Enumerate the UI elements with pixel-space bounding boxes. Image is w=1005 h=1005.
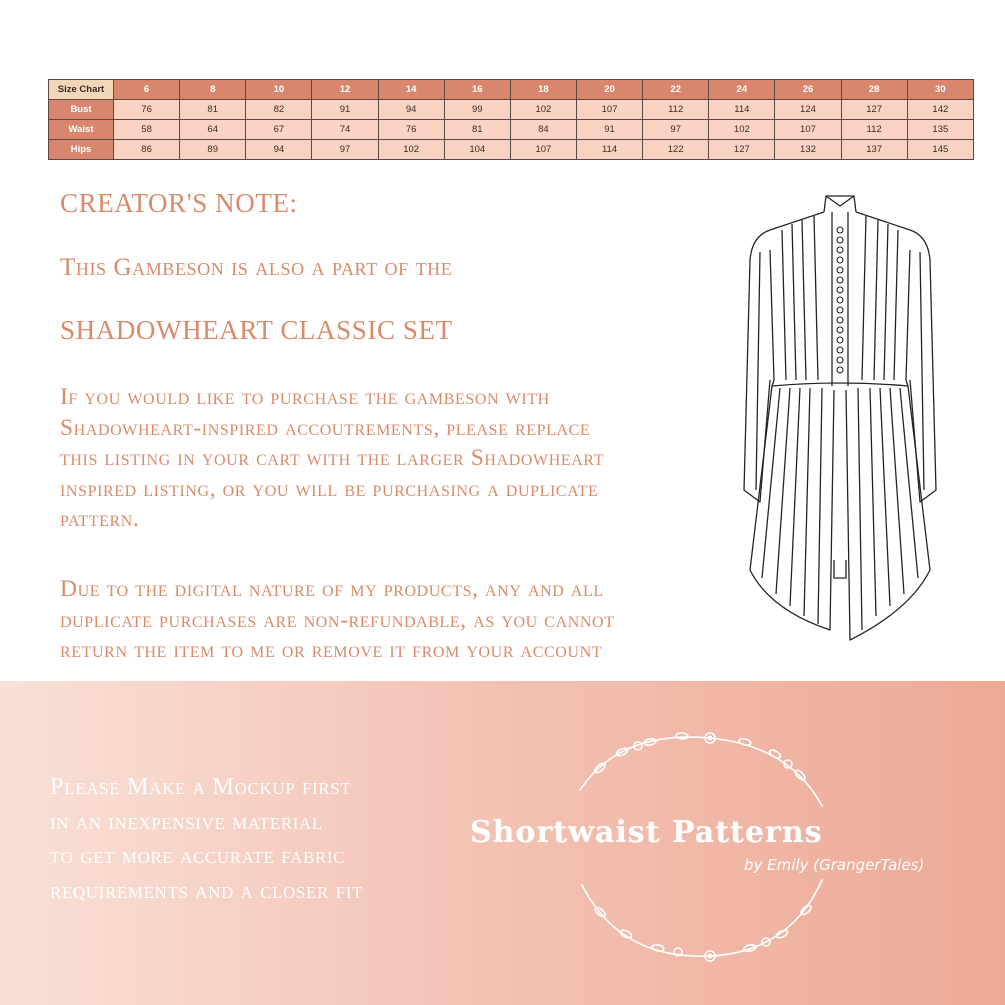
table-cell: 97 [312,140,378,160]
table-cell: 107 [510,140,576,160]
table-cell: 114 [709,100,775,120]
table-cell: 58 [114,120,180,140]
size-header-cell: 18 [510,80,576,100]
paragraph-line: inspired listing, or you will be purchasing a duplicate [60,475,599,502]
table-cell: 76 [114,100,180,120]
table-cell: 142 [907,100,973,120]
size-header-cell: 8 [180,80,246,100]
size-chart-label: Size Chart [49,80,114,100]
mockup-line: requirements and a closer fit [50,876,363,904]
table-cell: 112 [841,120,907,140]
table-cell: 135 [907,120,973,140]
row-label: Bust [49,100,114,120]
table-cell: 91 [576,120,642,140]
table-cell: 86 [114,140,180,160]
mockup-line: in an inexpensive material [50,807,323,835]
size-header-cell: 30 [907,80,973,100]
note-intro-line: This Gambeson is also a part of the [60,254,453,281]
mockup-line: Please Make a Mockup first [50,773,352,800]
table-cell: 145 [907,140,973,160]
paragraph-line: Due to the digital nature of my products, any and all [60,576,604,602]
table-cell: 107 [775,120,841,140]
size-header-cell: 22 [643,80,709,100]
bust-row [49,100,974,120]
purchase-paragraph [60,382,604,535]
size-header-cell: 6 [114,80,180,100]
paragraph-line: Shadowheart-inspired accoutrements, please replace [60,414,591,441]
table-cell: 102 [378,140,444,160]
paragraph-line: pattern. [60,506,140,532]
brand-name: Shortwaist Patterns [470,815,823,850]
size-header-cell: 12 [312,80,378,100]
table-cell: 64 [180,120,246,140]
table-cell: 81 [180,100,246,120]
mockup-line: to get more accurate fabric [50,842,346,869]
size-chart [48,79,974,160]
creators-note-title: CREATOR'S NOTE: [60,188,298,218]
hips-row [49,140,974,160]
size-header-cell: 26 [775,80,841,100]
table-cell: 67 [246,120,312,140]
size-header-cell: 10 [246,80,312,100]
size-header-row [49,80,974,100]
table-cell: 74 [312,120,378,140]
table-cell: 137 [841,140,907,160]
table-cell: 127 [841,100,907,120]
row-label: Waist [49,120,114,140]
table-cell: 102 [709,120,775,140]
table-cell: 76 [378,120,444,140]
brand-subtitle: by Emily (GrangerTales) [744,856,925,874]
table-cell: 91 [312,100,378,120]
refund-paragraph [60,574,615,666]
paragraph-line: this listing in your cart with the larger Shadowheart [60,445,605,471]
table-cell: 94 [246,140,312,160]
table-cell: 94 [378,100,444,120]
table-cell: 97 [643,120,709,140]
mockup-advice [50,770,363,908]
table-cell: 89 [180,140,246,160]
table-cell: 104 [444,140,510,160]
table-cell: 122 [643,140,709,160]
waist-row [49,120,974,140]
table-cell: 81 [444,120,510,140]
table-cell: 132 [775,140,841,160]
row-label: Hips [49,140,114,160]
table-cell: 102 [510,100,576,120]
table-cell: 82 [246,100,312,120]
set-name: SHADOWHEART CLASSIC SET [60,315,453,345]
paragraph-line: If you would like to purchase the gambeson with [60,384,550,410]
size-header-cell: 16 [444,80,510,100]
gambeson-illustration [730,190,950,660]
size-header-cell: 20 [576,80,642,100]
table-cell: 107 [576,100,642,120]
paragraph-line: duplicate purchases are non-refundable, as you cannot [60,606,615,633]
size-header-cell: 14 [378,80,444,100]
table-cell: 124 [775,100,841,120]
table-cell: 84 [510,120,576,140]
table-cell: 112 [643,100,709,120]
table-cell: 114 [576,140,642,160]
size-header-cell: 28 [841,80,907,100]
table-cell: 127 [709,140,775,160]
paragraph-line: return the item to me or remove it from your account [60,637,603,663]
size-header-cell: 24 [709,80,775,100]
table-cell: 99 [444,100,510,120]
